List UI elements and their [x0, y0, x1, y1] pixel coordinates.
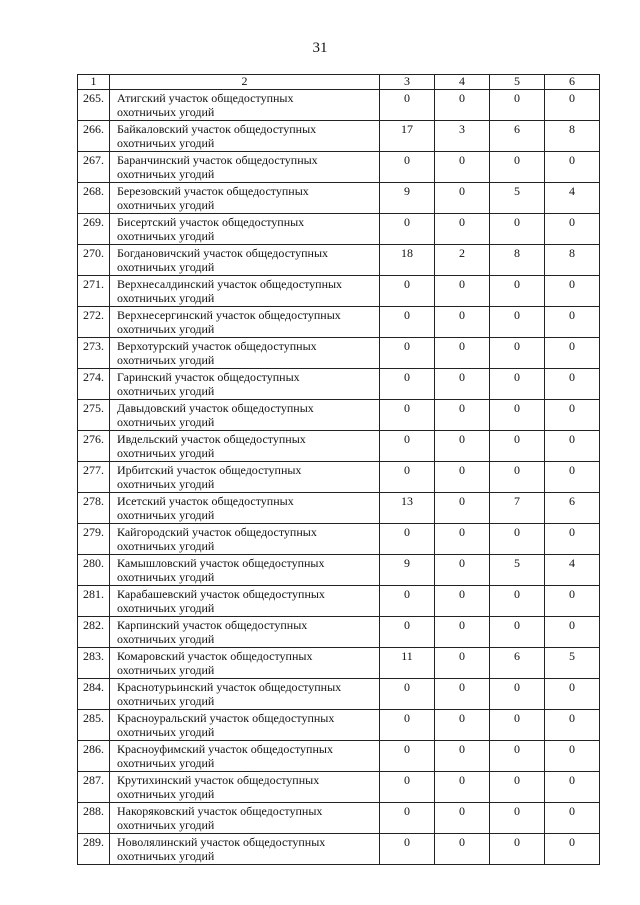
- value-cell-col3: 0: [380, 338, 435, 369]
- value-cell-col6: 0: [545, 431, 600, 462]
- value-cell-col6: 0: [545, 307, 600, 338]
- plot-name-line: охотничьих угодий: [117, 167, 215, 181]
- value-cell-col3: 0: [380, 307, 435, 338]
- row-number-cell: 279.: [78, 524, 110, 555]
- value-cell-col6: 0: [545, 369, 600, 400]
- plot-name-line: Исетский участок общедоступных: [117, 494, 294, 508]
- table-row: [78, 803, 600, 834]
- plot-name-cell: [110, 648, 380, 679]
- value-cell-col5: 0: [490, 462, 545, 493]
- value-cell-col5: 0: [490, 710, 545, 741]
- value-cell-col5: 0: [490, 214, 545, 245]
- plot-name-line: Накоряковский участок общедоступных: [117, 804, 323, 818]
- plot-name-cell: [110, 679, 380, 710]
- value-cell-col6: 0: [545, 586, 600, 617]
- plot-name-cell: [110, 803, 380, 834]
- value-cell-col4: 3: [435, 121, 490, 152]
- plot-name-line: охотничьих угодий: [117, 663, 215, 677]
- value-cell-col4: 0: [435, 152, 490, 183]
- value-cell-col6: 0: [545, 90, 600, 121]
- plot-name-line: Верхнесергинский участок общедоступных: [117, 308, 341, 322]
- plot-name-line: охотничьих угодий: [117, 725, 215, 739]
- value-cell-col4: 0: [435, 648, 490, 679]
- plot-name-cell: [110, 307, 380, 338]
- table-row: [78, 648, 600, 679]
- value-cell-col4: 0: [435, 679, 490, 710]
- table-body: [78, 90, 600, 865]
- plot-name-line: Бисертский участок общедоступных: [117, 215, 305, 229]
- value-cell-col4: 0: [435, 431, 490, 462]
- value-cell-col6: 8: [545, 121, 600, 152]
- value-cell-col4: 0: [435, 307, 490, 338]
- plot-name-line: Верхнесалдинский участок общедоступных: [117, 277, 343, 291]
- value-cell-col4: 0: [435, 617, 490, 648]
- table-row: [78, 524, 600, 555]
- plot-name-cell: [110, 338, 380, 369]
- value-cell-col5: 8: [490, 245, 545, 276]
- value-cell-col5: 0: [490, 152, 545, 183]
- value-cell-col6: 0: [545, 617, 600, 648]
- value-cell-col5: 0: [490, 834, 545, 865]
- table-row: [78, 679, 600, 710]
- value-cell-col6: 0: [545, 400, 600, 431]
- plot-name-cell: [110, 369, 380, 400]
- plot-name-line: охотничьих угодий: [117, 105, 215, 119]
- plot-name-line: Красноуфимский участок общедоступных: [117, 742, 333, 756]
- value-cell-col3: 0: [380, 90, 435, 121]
- value-cell-col3: 0: [380, 400, 435, 431]
- table-row: [78, 555, 600, 586]
- value-cell-col5: 0: [490, 338, 545, 369]
- row-number-cell: 277.: [78, 462, 110, 493]
- value-cell-col3: 0: [380, 524, 435, 555]
- value-cell-col3: 9: [380, 555, 435, 586]
- plot-name-line: Ивдельский участок общедоступных: [117, 432, 306, 446]
- value-cell-col4: 2: [435, 245, 490, 276]
- value-cell-col3: 9: [380, 183, 435, 214]
- value-cell-col5: 0: [490, 90, 545, 121]
- plot-name-line: охотничьих угодий: [117, 539, 215, 553]
- page-number: 31: [312, 40, 328, 56]
- plot-name-line: охотничьих угодий: [117, 229, 215, 243]
- plot-name-cell: [110, 431, 380, 462]
- value-cell-col4: 0: [435, 369, 490, 400]
- value-cell-col3: 0: [380, 741, 435, 772]
- row-number-cell: 268.: [78, 183, 110, 214]
- value-cell-col6: 0: [545, 741, 600, 772]
- row-number-cell: 270.: [78, 245, 110, 276]
- table-row: [78, 710, 600, 741]
- value-cell-col6: 8: [545, 245, 600, 276]
- value-cell-col3: 0: [380, 834, 435, 865]
- value-cell-col6: 4: [545, 555, 600, 586]
- value-cell-col4: 0: [435, 338, 490, 369]
- plot-name-line: охотничьих угодий: [117, 787, 215, 801]
- value-cell-col6: 0: [545, 803, 600, 834]
- table-row: [78, 772, 600, 803]
- value-cell-col4: 0: [435, 710, 490, 741]
- value-cell-col3: 0: [380, 617, 435, 648]
- plot-name-cell: [110, 400, 380, 431]
- value-cell-col3: 0: [380, 462, 435, 493]
- plot-name-cell: [110, 245, 380, 276]
- column-header-3: 3: [380, 75, 435, 90]
- row-number-cell: 269.: [78, 214, 110, 245]
- plot-name-line: Гаринский участок общедоступных: [117, 370, 300, 384]
- plot-name-line: охотничьих угодий: [117, 601, 215, 615]
- value-cell-col6: 0: [545, 772, 600, 803]
- value-cell-col3: 0: [380, 772, 435, 803]
- value-cell-col6: 0: [545, 679, 600, 710]
- plot-name-line: Красноуральский участок общедоступных: [117, 711, 335, 725]
- value-cell-col3: 11: [380, 648, 435, 679]
- value-cell-col4: 0: [435, 586, 490, 617]
- value-cell-col4: 0: [435, 90, 490, 121]
- plot-name-line: охотничьих угодий: [117, 632, 215, 646]
- value-cell-col3: 0: [380, 679, 435, 710]
- plot-name-line: охотничьих угодий: [117, 694, 215, 708]
- plot-name-line: охотничьих угодий: [117, 260, 215, 274]
- value-cell-col6: 0: [545, 214, 600, 245]
- plot-name-line: Атигский участок общедоступных: [117, 91, 294, 105]
- table-row: [78, 462, 600, 493]
- row-number-cell: 287.: [78, 772, 110, 803]
- table-row: [78, 307, 600, 338]
- row-number-cell: 272.: [78, 307, 110, 338]
- plot-name-line: Кайгородский участок общедоступных: [117, 525, 317, 539]
- value-cell-col6: 0: [545, 524, 600, 555]
- value-cell-col6: 6: [545, 493, 600, 524]
- table-header-row: [78, 75, 600, 90]
- row-number-cell: 286.: [78, 741, 110, 772]
- value-cell-col5: 0: [490, 679, 545, 710]
- row-number-cell: 275.: [78, 400, 110, 431]
- plot-name-cell: [110, 834, 380, 865]
- column-header-4: 4: [435, 75, 490, 90]
- plot-name-line: охотничьих угодий: [117, 353, 215, 367]
- plot-name-cell: [110, 741, 380, 772]
- plot-name-line: охотничьих угодий: [117, 415, 215, 429]
- value-cell-col5: 0: [490, 307, 545, 338]
- plot-name-line: охотничьих угодий: [117, 446, 215, 460]
- table-row: [78, 245, 600, 276]
- column-header-5: 5: [490, 75, 545, 90]
- plot-name-cell: [110, 462, 380, 493]
- value-cell-col4: 0: [435, 772, 490, 803]
- value-cell-col3: 0: [380, 803, 435, 834]
- value-cell-col3: 0: [380, 710, 435, 741]
- plot-name-line: охотничьих угодий: [117, 291, 215, 305]
- table-row: [78, 214, 600, 245]
- value-cell-col3: 17: [380, 121, 435, 152]
- row-number-cell: 284.: [78, 679, 110, 710]
- value-cell-col4: 0: [435, 834, 490, 865]
- row-number-cell: 273.: [78, 338, 110, 369]
- table-row: [78, 152, 600, 183]
- plot-name-line: Ирбитский участок общедоступных: [117, 463, 302, 477]
- row-number-cell: 265.: [78, 90, 110, 121]
- value-cell-col5: 7: [490, 493, 545, 524]
- value-cell-col6: 0: [545, 462, 600, 493]
- plot-name-cell: [110, 214, 380, 245]
- row-number-cell: 266.: [78, 121, 110, 152]
- plot-name-line: Крутихинский участок общедоступных: [117, 773, 320, 787]
- plot-name-line: Карпинский участок общедоступных: [117, 618, 308, 632]
- plot-name-cell: [110, 493, 380, 524]
- table-row: [78, 493, 600, 524]
- row-number-cell: 282.: [78, 617, 110, 648]
- row-number-cell: 278.: [78, 493, 110, 524]
- value-cell-col5: 0: [490, 741, 545, 772]
- table-row: [78, 90, 600, 121]
- plot-name-line: охотничьих угодий: [117, 508, 215, 522]
- table-row: [78, 741, 600, 772]
- plot-name-cell: [110, 617, 380, 648]
- plot-name-line: Баранчинский участок общедоступных: [117, 153, 318, 167]
- value-cell-col5: 0: [490, 772, 545, 803]
- value-cell-col3: 0: [380, 431, 435, 462]
- table-row: [78, 369, 600, 400]
- table-row: [78, 121, 600, 152]
- plot-name-cell: [110, 524, 380, 555]
- row-number-cell: 267.: [78, 152, 110, 183]
- plot-name-line: Байкаловский участок общедоступных: [117, 122, 317, 136]
- plot-name-line: Комаровский участок общедоступных: [117, 649, 313, 663]
- plot-name-line: охотничьих угодий: [117, 756, 215, 770]
- value-cell-col3: 0: [380, 152, 435, 183]
- value-cell-col5: 0: [490, 524, 545, 555]
- plot-name-line: Березовский участок общедоступных: [117, 184, 309, 198]
- row-number-cell: 276.: [78, 431, 110, 462]
- value-cell-col4: 0: [435, 462, 490, 493]
- row-number-cell: 271.: [78, 276, 110, 307]
- table-row: [78, 276, 600, 307]
- column-header-2: 2: [110, 75, 380, 90]
- value-cell-col6: 0: [545, 276, 600, 307]
- column-header-6: 6: [545, 75, 600, 90]
- value-cell-col6: 0: [545, 834, 600, 865]
- value-cell-col4: 0: [435, 555, 490, 586]
- table-row: [78, 834, 600, 865]
- plot-name-line: охотничьих угодий: [117, 818, 215, 832]
- value-cell-col3: 0: [380, 586, 435, 617]
- table-row: [78, 617, 600, 648]
- value-cell-col3: 0: [380, 369, 435, 400]
- plot-name-cell: [110, 183, 380, 214]
- row-number-cell: 288.: [78, 803, 110, 834]
- value-cell-col5: 6: [490, 121, 545, 152]
- plot-name-line: Новолялинский участок общедоступных: [117, 835, 326, 849]
- value-cell-col3: 0: [380, 276, 435, 307]
- plot-name-cell: [110, 710, 380, 741]
- value-cell-col5: 5: [490, 555, 545, 586]
- table-row: [78, 338, 600, 369]
- row-number-cell: 289.: [78, 834, 110, 865]
- plot-name-line: Давыдовский участок общедоступных: [117, 401, 314, 415]
- plot-name-line: Краснотурьинский участок общедоступных: [117, 680, 342, 694]
- row-number-cell: 285.: [78, 710, 110, 741]
- row-number-cell: 283.: [78, 648, 110, 679]
- plot-name-line: Богдановичский участок общедоступных: [117, 246, 329, 260]
- plot-name-cell: [110, 772, 380, 803]
- plot-name-line: охотничьих угодий: [117, 136, 215, 150]
- plot-name-cell: [110, 555, 380, 586]
- value-cell-col6: 0: [545, 152, 600, 183]
- plot-name-line: охотничьих угодий: [117, 384, 215, 398]
- plot-name-cell: [110, 152, 380, 183]
- value-cell-col5: 5: [490, 183, 545, 214]
- value-cell-col4: 0: [435, 276, 490, 307]
- table-row: [78, 431, 600, 462]
- plot-name-line: охотничьих угодий: [117, 198, 215, 212]
- value-cell-col5: 6: [490, 648, 545, 679]
- plot-name-line: охотничьих угодий: [117, 477, 215, 491]
- value-cell-col5: 0: [490, 617, 545, 648]
- row-number-cell: 274.: [78, 369, 110, 400]
- plot-name-cell: [110, 276, 380, 307]
- value-cell-col6: 0: [545, 338, 600, 369]
- value-cell-col5: 0: [490, 400, 545, 431]
- value-cell-col3: 18: [380, 245, 435, 276]
- value-cell-col4: 0: [435, 803, 490, 834]
- column-header-1: 1: [78, 75, 110, 90]
- value-cell-col4: 0: [435, 183, 490, 214]
- plot-name-line: Карабашевский участок общедоступных: [117, 587, 325, 601]
- plot-name-line: Верхотурский участок общедоступных: [117, 339, 317, 353]
- plot-name-line: Камышловский участок общедоступных: [117, 556, 325, 570]
- value-cell-col4: 0: [435, 741, 490, 772]
- value-cell-col4: 0: [435, 524, 490, 555]
- value-cell-col6: 5: [545, 648, 600, 679]
- value-cell-col5: 0: [490, 276, 545, 307]
- value-cell-col4: 0: [435, 400, 490, 431]
- value-cell-col5: 0: [490, 803, 545, 834]
- plot-name-cell: [110, 121, 380, 152]
- value-cell-col3: 13: [380, 493, 435, 524]
- table-row: [78, 400, 600, 431]
- value-cell-col6: 4: [545, 183, 600, 214]
- row-number-cell: 280.: [78, 555, 110, 586]
- value-cell-col5: 0: [490, 369, 545, 400]
- row-number-cell: 281.: [78, 586, 110, 617]
- table-row: [78, 586, 600, 617]
- value-cell-col6: 0: [545, 710, 600, 741]
- value-cell-col5: 0: [490, 431, 545, 462]
- value-cell-col5: 0: [490, 586, 545, 617]
- plot-name-line: охотничьих угодий: [117, 322, 215, 336]
- table-row: [78, 183, 600, 214]
- value-cell-col4: 0: [435, 493, 490, 524]
- value-cell-col3: 0: [380, 214, 435, 245]
- plot-name-cell: [110, 90, 380, 121]
- plot-name-cell: [110, 586, 380, 617]
- hunting-grounds-table: [77, 74, 600, 865]
- plot-name-line: охотничьих угодий: [117, 849, 215, 863]
- value-cell-col4: 0: [435, 214, 490, 245]
- plot-name-line: охотничьих угодий: [117, 570, 215, 584]
